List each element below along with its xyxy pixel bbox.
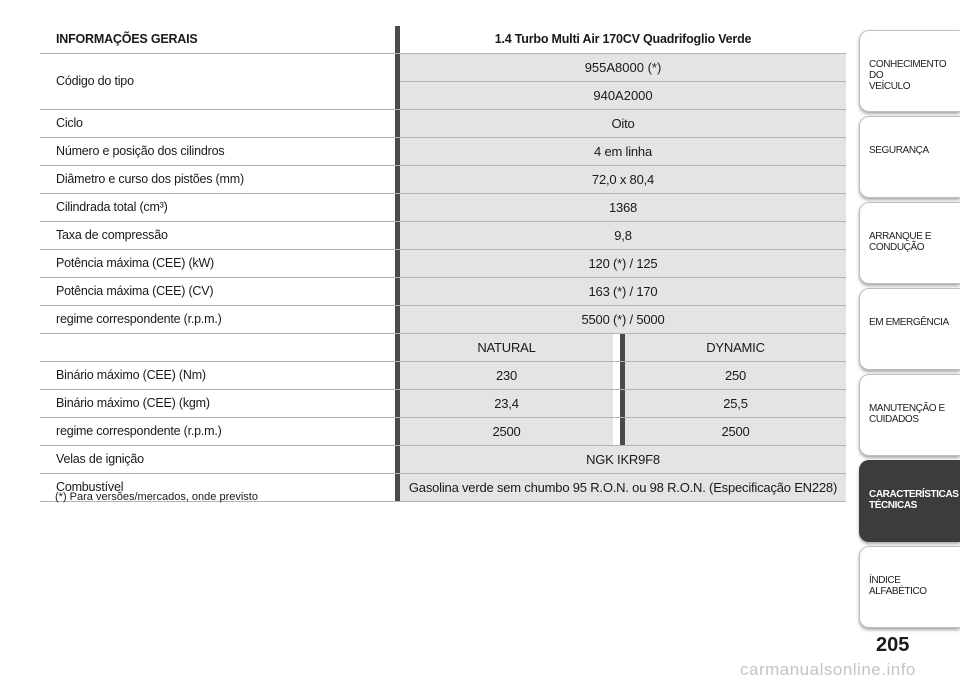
mode-header-dynamic: DYNAMIC (625, 334, 846, 361)
section-tab-label: CARACTERÍSTICAS TÉCNICAS (869, 489, 959, 511)
spec-row (40, 194, 846, 222)
header-value: 1.4 Turbo Multi Air 170CV Quadrifoglio Verde (494, 32, 752, 46)
spec-label: Diâmetro e curso dos pistões (mm) (56, 172, 244, 186)
natural-value: 230 (400, 362, 613, 389)
spec-row (40, 278, 846, 306)
spec-value: 163 (*) / 170 (400, 278, 846, 305)
spec-label: regime correspondente (r.p.m.) (56, 312, 222, 326)
spec-value: 4 em linha (400, 138, 846, 165)
natural-value: 23,4 (400, 390, 613, 417)
spec-label: Binário máximo (CEE) (kgm) (56, 396, 210, 410)
spec-value: Gasolina verde sem chumbo 95 R.O.N. ou 98 R.O.N. (Especificação EN228) (400, 474, 846, 501)
watermark: carmanualsonline.info (740, 660, 916, 679)
section-tab[interactable] (859, 374, 960, 456)
spec-row (40, 166, 846, 194)
spec-label: regime correspondente (r.p.m.) (56, 424, 222, 438)
section-tab-label: CONHECIMENTO DO VEÍCULO (869, 59, 947, 92)
spec-label: Taxa de compressão (56, 228, 168, 242)
section-tab[interactable] (859, 546, 960, 628)
spec-label: Potência máxima (CEE) (kW) (56, 256, 215, 270)
spec-label: Binário máximo (CEE) (Nm) (56, 368, 206, 382)
dynamic-value: 25,5 (625, 390, 846, 417)
spec-label: Combustível (56, 480, 124, 494)
section-tab-label: EM EMERGÊNCIA (869, 317, 949, 328)
type-code-row (40, 54, 846, 110)
section-tab[interactable] (859, 30, 960, 112)
type-code-value-1: 955A8000 (*) (400, 54, 846, 82)
type-code-label: Código do tipo (56, 74, 134, 88)
spec-row (40, 250, 846, 278)
spec-value: NGK IKR9F8 (400, 446, 846, 473)
spec-value: 5500 (*) / 5000 (400, 306, 846, 333)
section-tab[interactable] (859, 460, 960, 542)
section-tab-label: ÍNDICE ALFABÉTICO (869, 575, 927, 597)
section-tab-label: SEGURANÇA (869, 145, 929, 156)
spec-label: Número e posição dos cilindros (56, 144, 225, 158)
spec-row (40, 306, 846, 334)
spec-label: Cilindrada total (cm³) (56, 200, 168, 214)
dynamic-value: 250 (625, 362, 846, 389)
spec-label: Potência máxima (CEE) (CV) (56, 284, 214, 298)
natural-value: 2500 (400, 418, 613, 445)
spec-value: Oito (400, 110, 846, 137)
mode-header-row (40, 334, 846, 362)
spec-value: 120 (*) / 125 (400, 250, 846, 277)
torque-row (40, 390, 846, 418)
spec-row (40, 446, 846, 474)
type-code-value-2: 940A2000 (400, 82, 846, 109)
spec-value: 1368 (400, 194, 846, 221)
header-label: INFORMAÇÕES GERAIS (56, 32, 198, 46)
table-header-row (40, 26, 846, 54)
section-tab[interactable] (859, 288, 960, 370)
section-tab-label: ARRANQUE E CONDUÇÃO (869, 231, 932, 253)
dynamic-value: 2500 (625, 418, 846, 445)
spec-value: 72,0 x 80,4 (400, 166, 846, 193)
section-tab-label: MANUTENÇÃO E CUIDADOS (869, 403, 945, 425)
spec-row (40, 138, 846, 166)
spec-label: Velas de ignição (56, 452, 144, 466)
torque-row (40, 362, 846, 390)
torque-row (40, 418, 846, 446)
mode-header-natural: NATURAL (400, 334, 613, 361)
spec-row (40, 110, 846, 138)
spec-row (40, 222, 846, 250)
spec-label: Ciclo (56, 116, 83, 130)
page-number: 205 (876, 634, 910, 656)
footnote: (*) Para versões/mercados, onde previsto (55, 491, 258, 503)
section-tab[interactable] (859, 202, 960, 284)
section-tab[interactable] (859, 116, 960, 198)
spec-table (40, 26, 846, 502)
spec-value: 9,8 (400, 222, 846, 249)
